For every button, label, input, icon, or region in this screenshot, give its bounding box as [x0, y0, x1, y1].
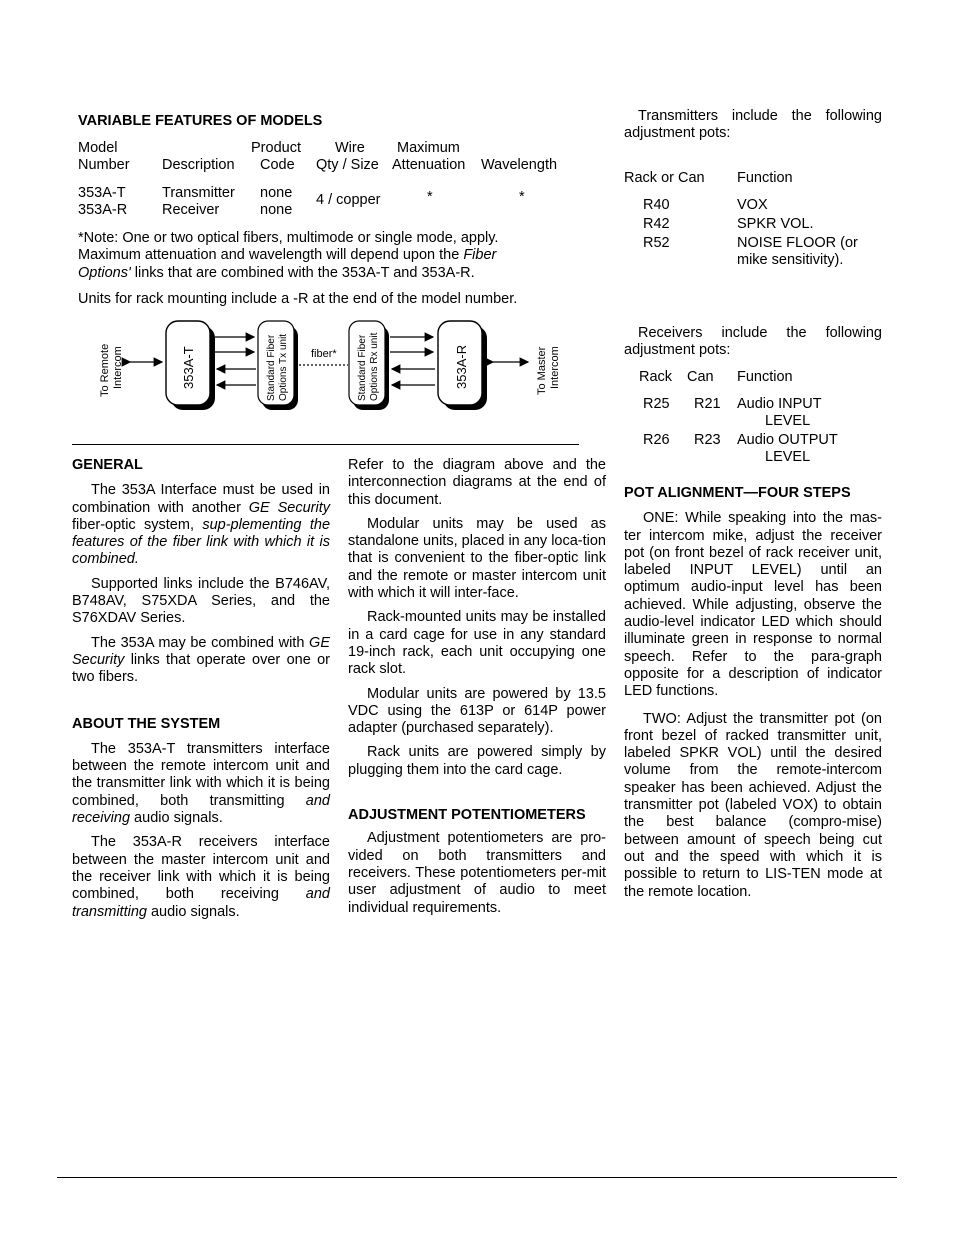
- note-text: Maximum attenuation and wavelength will depend upon the: [78, 247, 464, 264]
- adjustment-paragraph: Adjustment potentiometers are pro-vided on both transmitters and receivers. These potentiometers per-mit user adjustment of audio to meet individual requirements.: [348, 830, 606, 916]
- note-line-1: *Note: One or two optical fibers, multimode or single mode, apply.: [78, 230, 499, 246]
- tx-function: SPKR VOL.: [737, 216, 814, 232]
- tx-unit-line1: Standard Fiber: [266, 334, 277, 401]
- col-header-wire-line1: Wire: [335, 140, 365, 156]
- variable-features-heading: VARIABLE FEATURES OF MODELS: [78, 113, 323, 129]
- rx-function-line2: LEVEL: [765, 413, 811, 430]
- col-header-wire: [316, 140, 379, 175]
- col-header-product-code: [251, 140, 301, 175]
- text-span: audio signals.: [130, 810, 223, 827]
- tx-function-line1: NOISE FLOOR (or: [737, 235, 858, 251]
- text-span: links that operate over one or two fibers.: [72, 651, 330, 686]
- about-heading: ABOUT THE SYSTEM: [72, 715, 221, 732]
- row-model: 353A-T: [78, 185, 126, 201]
- col-header-attenuation-line1: Maximum: [397, 140, 460, 156]
- tx-function-line2: mike sensitivity).: [737, 252, 844, 269]
- rx-function: [737, 432, 838, 467]
- col-header-wire-line2: Qty / Size: [316, 157, 379, 174]
- right-column: [624, 485, 882, 901]
- text-span: The 353A Interface must be used in combination with another: [72, 482, 330, 516]
- middle-paragraph-2: Modular units may be used as standalone units, placed in any loca-tion that is convenient to the fiber-optic link and the remote or master intercom unit with which it will inter-face.: [348, 515, 606, 602]
- wire-value: 4 / copper: [316, 192, 381, 208]
- middle-paragraph-3: Rack-mounted units may be installed in a card cage for use in any standard 19-inch rack, each unit occupying one rack slot.: [348, 609, 606, 678]
- text-span: The 353A may be combined with: [91, 634, 310, 651]
- rx-col-can: Can: [687, 369, 714, 385]
- col-header-attenuation: [392, 140, 465, 175]
- col-header-product-line2: Code: [260, 157, 295, 174]
- right-label-line1: To Master: [536, 346, 548, 395]
- italic-span: and receiving: [72, 792, 330, 827]
- tx-pot: R42: [643, 216, 670, 232]
- receiver-label: 353A-R: [454, 344, 469, 389]
- row-description: Transmitter: [162, 185, 235, 201]
- rx-function-line2: LEVEL: [765, 449, 811, 466]
- italic-span: GE Security: [248, 499, 330, 516]
- about-paragraph-1: [72, 741, 330, 827]
- wavelength-value: *: [519, 189, 525, 205]
- note-italic: Options': [78, 264, 131, 281]
- system-diagram: [90, 315, 580, 415]
- middle-paragraph-4: Modular units are powered by 13.5 VDC using the 613P or 614P power adapter (purchased separately).: [348, 685, 606, 737]
- rx-rack: R25: [643, 396, 670, 412]
- general-paragraph-3: [72, 635, 330, 687]
- tx-pot: R40: [643, 197, 670, 213]
- rx-can: R23: [694, 432, 721, 448]
- col-header-model-line2: Number: [78, 157, 130, 174]
- note-line-2: [78, 247, 568, 264]
- left-label-line1: To Remote: [99, 343, 111, 397]
- fiber-note: [78, 230, 568, 282]
- transmitters-intro: Transmitters include the following adjustment pots:: [624, 108, 882, 142]
- pot-alignment-heading: POT ALIGNMENT—FOUR STEPS: [624, 485, 851, 501]
- note-line-3: [78, 265, 568, 282]
- note-italic: Fiber: [463, 247, 497, 264]
- row-description: Receiver: [162, 202, 220, 218]
- left-column: [72, 457, 330, 921]
- rx-rack: R26: [643, 432, 670, 448]
- italic-span: GE Security: [72, 634, 330, 668]
- tx-col-rack: Rack or Can: [624, 170, 705, 186]
- rx-unit-line2: Options Rx unit: [369, 332, 380, 401]
- table-row: [78, 185, 126, 202]
- rx-col-function: Function: [737, 369, 793, 385]
- col-header-product-line1: Product: [251, 140, 301, 156]
- table-row: [78, 202, 127, 219]
- text-span: The 353A-T transmitters interface between the remote intercom unit and the transmitter link with which it is being combined, both transmitting: [72, 740, 330, 809]
- rx-can: R21: [694, 396, 721, 412]
- about-paragraph-2: [72, 834, 330, 920]
- tx-pot: R52: [643, 235, 670, 251]
- section-divider: [72, 444, 579, 445]
- middle-column: [348, 457, 606, 917]
- adjustment-heading: ADJUSTMENT POTENTIOMETERS: [348, 807, 586, 824]
- text-span: The 353A-R receivers interface between the master intercom unit and the receiver link with which it is being combined, both receiving: [72, 834, 330, 903]
- middle-paragraph-1: Refer to the diagram above and the interconnection diagrams at the end of this document.: [348, 457, 606, 508]
- general-paragraph-1: [72, 482, 330, 568]
- tx-col-function: Function: [737, 170, 793, 186]
- col-header-model: [78, 140, 130, 175]
- col-header-model-line1: Model: [78, 140, 118, 156]
- transmitter-label: 353A-T: [181, 346, 196, 389]
- rx-col-rack: Rack: [639, 369, 673, 385]
- rack-note: Units for rack mounting include a -R at the end of the model number.: [78, 291, 518, 307]
- tx-function: VOX: [737, 197, 768, 213]
- receivers-intro: Receivers include the following adjustment pots:: [624, 325, 882, 359]
- text-span: audio signals.: [146, 903, 240, 920]
- row-code: none: [260, 185, 293, 201]
- left-label-line2: Intercom: [112, 346, 124, 389]
- right-label-line2: Intercom: [549, 346, 561, 389]
- note-text: links that are combined with the 353A-T and 353A-R.: [130, 264, 475, 281]
- fiber-label: fiber*: [311, 348, 337, 360]
- rx-function-line1: Audio OUTPUT: [737, 432, 838, 448]
- pot-alignment-paragraph-2: TWO: Adjust the transmitter pot (on front bezel of racked transmitter unit, labeled SPKR VOL) until the desired volume from the remote-intercom speaker has been achieved. Adjust the transmitter pot (labeled VOX) to obtain the best balance (compro-mise) between amount of speech being cut out and the speed with which it is possible to return to LIS-TEN mode at the remote location.: [624, 710, 882, 900]
- footer-rule: [57, 1177, 897, 1178]
- rx-function: [737, 396, 822, 431]
- tx-unit-line2: Options Tx unit: [278, 333, 289, 401]
- col-header-attenuation-line2: Attenuation: [392, 157, 466, 174]
- rx-unit-line1: Standard Fiber: [357, 334, 368, 401]
- tx-function: [737, 235, 858, 270]
- italic-span: sup-plementing the features of the fiber link with which it is combined.: [72, 516, 331, 568]
- text-span: fiber-optic system,: [72, 516, 203, 533]
- col-header-description: Description: [162, 157, 235, 173]
- general-heading: GENERAL: [72, 457, 143, 473]
- col-header-wavelength: Wavelength: [481, 157, 558, 173]
- pot-alignment-paragraph-1: ONE: While speaking into the mas-ter intercom mike, adjust the receiver pot (on front bezel of rack receiver unit, labeled INPUT LEVEL) until an optimum audio-input level has been achieved. While adjusting, observe the audio-level indicator LED which should illuminate green in response to normal speech. Refer to the para-graph opposite for a description of indicator LED functions.: [624, 510, 882, 700]
- row-code: none: [260, 202, 293, 218]
- row-model: 353A-R: [78, 202, 128, 218]
- italic-span: and transmitting: [72, 886, 330, 920]
- attenuation-value: *: [427, 189, 433, 205]
- middle-paragraph-5: Rack units are powered simply by plugging them into the card cage.: [348, 744, 606, 778]
- rx-function-line1: Audio INPUT: [737, 396, 822, 412]
- general-paragraph-2: Supported links include the B746AV, B748AV, S75XDA Series, and the S76XDAV Series.: [72, 575, 330, 627]
